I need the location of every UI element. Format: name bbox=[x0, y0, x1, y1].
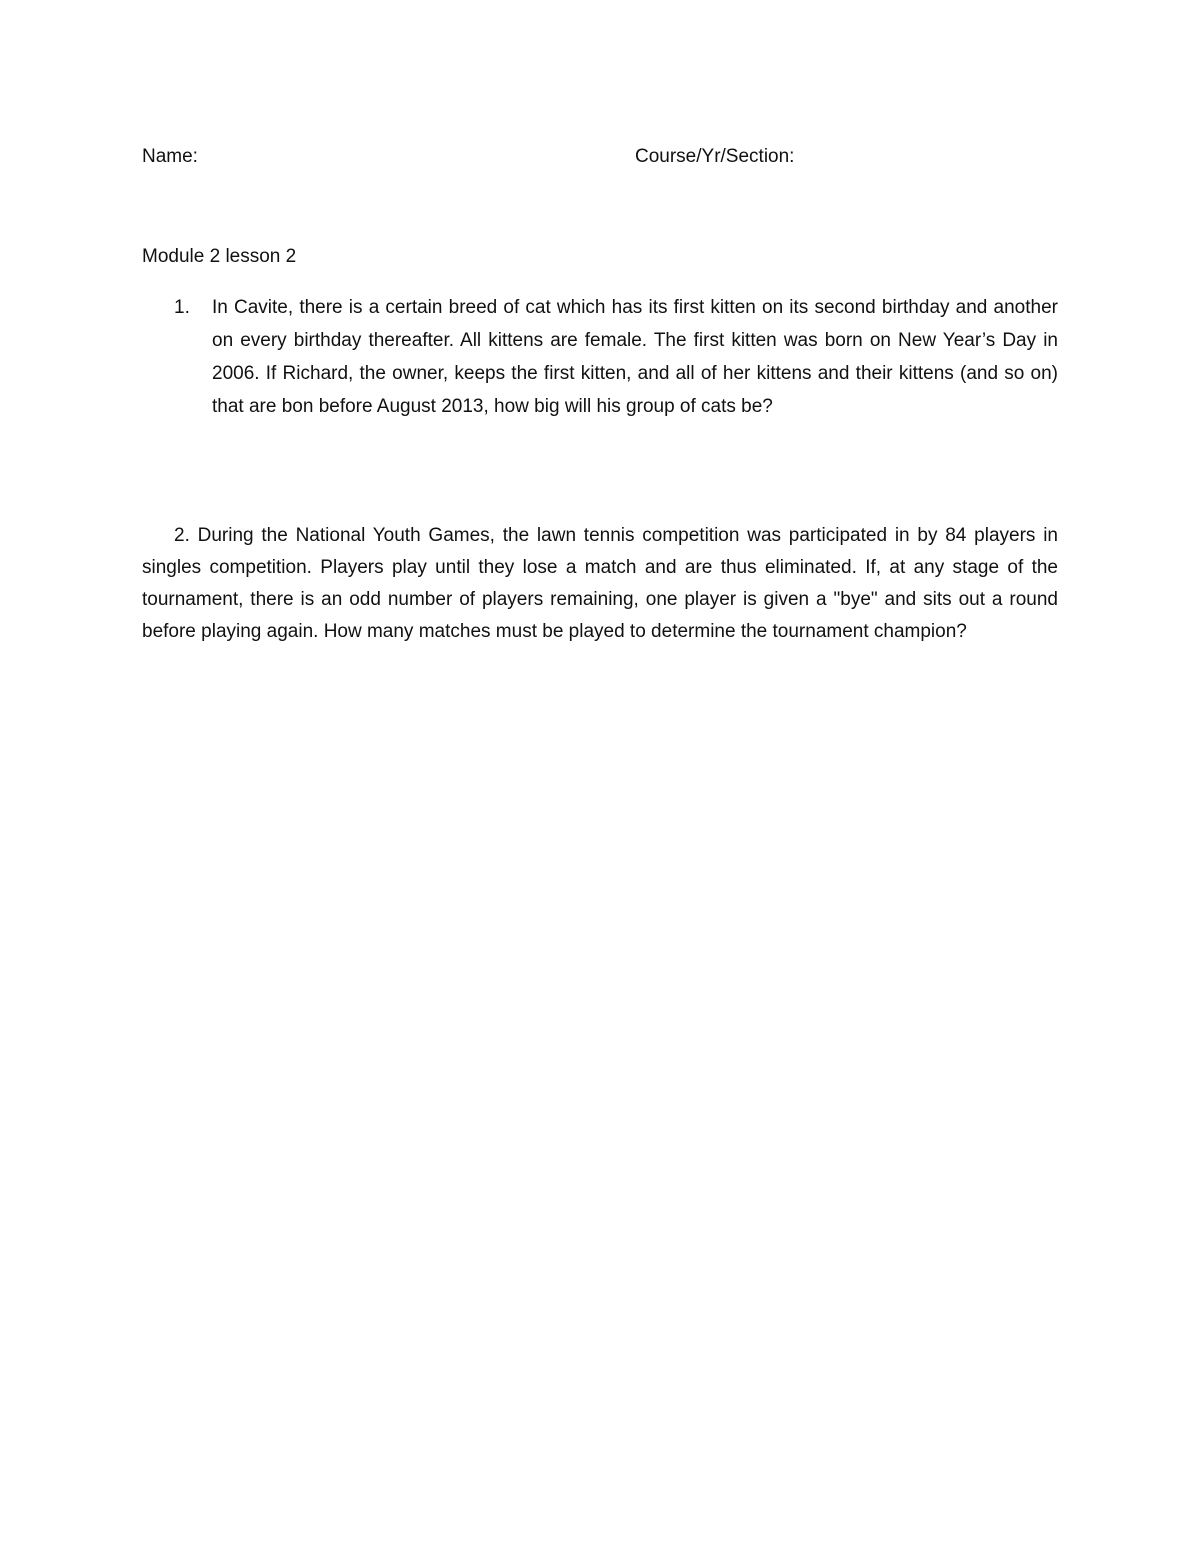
question-2-text: 2. During the National Youth Games, the lawn tennis competition was participated in by 84 players in singles competition. Players play until they lose a match and are thus eliminated. If, at any stage of the tournament, there is an odd number of players remaining, one player is given a "bye" and sits out a round before playing again. How many matches must be played to determine the tournament champion? bbox=[142, 525, 1058, 642]
name-label: Name: bbox=[142, 146, 198, 167]
module-title: Module 2 lesson 2 bbox=[142, 246, 297, 267]
course-section-label: Course/Yr/Section: bbox=[635, 146, 795, 167]
question-1 bbox=[142, 291, 1058, 423]
question-1-number: 1. bbox=[174, 297, 190, 318]
header-row bbox=[142, 144, 1062, 170]
question-1-text: In Cavite, there is a certain breed of cat which has its first kitten on its second birthday and another on every birthday thereafter. All kittens are female. The first kitten was born on New Year’s Day in 2006. If Richard, the owner, keeps the first kitten, and all of her kittens and their kittens (and so on) that are bon before August 2013, how big will his group of cats be? bbox=[212, 297, 1058, 417]
